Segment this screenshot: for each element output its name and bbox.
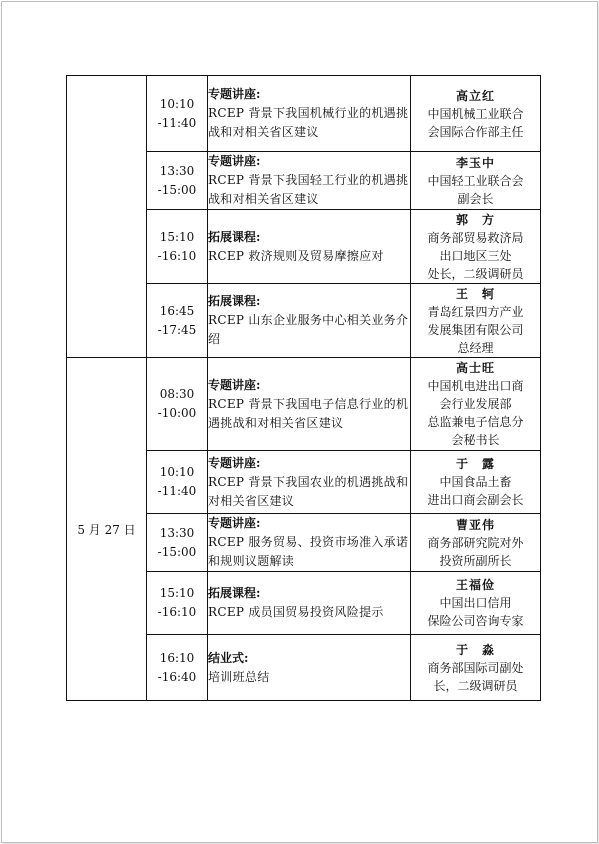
speaker-title-line: 长，二级调研员 (433, 678, 518, 693)
course-cell (208, 451, 411, 514)
time-cell: 13:30 -15:00 (147, 152, 208, 210)
speaker-title-line: 出口地区三处 (439, 248, 512, 263)
course-kind: 专题讲座: (208, 87, 261, 101)
course-cell (208, 152, 411, 210)
course-kind: 结业式: (208, 650, 249, 665)
speaker-cell (411, 284, 541, 358)
speaker-title-line: 发展集团有限公司 (427, 322, 524, 337)
course-cell (208, 358, 411, 451)
course-topic: RCEP 救济规则及贸易摩擦应对 (208, 248, 384, 263)
time-cell: 16:45 -17:45 (147, 284, 208, 358)
table-row (67, 358, 541, 451)
date-cell-day2: 5 月 27 日 (67, 358, 147, 701)
speaker-title-line: 中国食品土畜 (439, 475, 512, 489)
speaker-cell (411, 210, 541, 284)
speaker-title-line: 会国际合作部主任 (427, 124, 524, 139)
speaker-title-line: 中国轻工业联合会 (427, 173, 524, 188)
course-topic: RCEP 背景下我国机械行业的机遇挑战和对相关省区建议 (208, 106, 409, 139)
course-topic: RCEP 成员国贸易投资风险提示 (208, 605, 384, 619)
speaker-name: 郭 方 (455, 212, 495, 227)
speaker-title-line: 总经理 (457, 340, 494, 355)
speaker-title-line: 中国出口信用 (439, 596, 512, 610)
course-cell (208, 284, 411, 358)
speaker-cell (411, 572, 541, 635)
speaker-name: 李玉中 (455, 155, 495, 170)
speaker-title-line: 会行业发展部 (439, 397, 512, 411)
course-topic: RCEP 服务贸易、投资市场准入承诺和规则议题解读 (208, 535, 409, 568)
speaker-name: 王 轲 (455, 286, 495, 301)
speaker-cell (411, 451, 541, 514)
speaker-title-line: 商务部研究院对外 (427, 535, 524, 550)
speaker-title-line: 投资所副所长 (439, 553, 512, 568)
speaker-name: 于 露 (455, 457, 495, 471)
course-cell (208, 635, 411, 701)
course-cell (208, 514, 411, 572)
course-topic: 培训班总结 (208, 669, 270, 684)
speaker-title-line: 青岛红景四方产业 (427, 304, 524, 319)
time-cell: 10:10 -11:40 (147, 76, 208, 152)
date-cell-day1 (67, 76, 147, 358)
course-kind: 拓展课程: (208, 586, 261, 600)
table-row (67, 76, 541, 152)
speaker-title-line: 会秘书长 (451, 433, 500, 447)
time-cell: 13:30 -15:00 (147, 514, 208, 572)
course-kind: 拓展课程: (208, 294, 261, 308)
speaker-name: 高士旺 (455, 361, 495, 375)
time-cell: 15:10 -16:10 (147, 210, 208, 284)
speaker-title-line: 总监兼电子信息分 (427, 415, 524, 429)
speaker-title-line: 处长，二级调研员 (427, 266, 524, 281)
speaker-cell (411, 76, 541, 152)
speaker-title-line: 中国机电进出口商 (427, 379, 524, 393)
speaker-name: 高立红 (455, 88, 495, 103)
speaker-cell (411, 514, 541, 572)
course-topic: RCEP 背景下我国电子信息行业的机遇挑战和对相关省区建议 (208, 396, 409, 430)
course-cell (208, 572, 411, 635)
course-cell (208, 76, 411, 152)
course-kind: 拓展课程: (208, 229, 261, 244)
speaker-name: 曹亚伟 (455, 517, 495, 532)
speaker-cell (411, 358, 541, 451)
course-kind: 专题讲座: (208, 154, 261, 168)
course-kind: 专题讲座: (208, 455, 261, 470)
speaker-cell (411, 635, 541, 701)
time-cell: 10:10 -11:40 (147, 451, 208, 514)
course-topic: RCEP 山东企业服务中心相关业务介绍 (208, 313, 409, 346)
course-kind: 专题讲座: (208, 377, 261, 392)
speaker-title-line: 副会长 (457, 191, 494, 206)
schedule-table (66, 75, 541, 701)
speaker-title-line: 商务部贸易救济局 (427, 230, 524, 245)
time-cell: 15:10 -16:10 (147, 572, 208, 635)
speaker-title-line: 保险公司咨询专家 (427, 614, 524, 628)
speaker-name: 王福俭 (455, 578, 495, 592)
speaker-title-line: 商务部国际司副处 (427, 660, 524, 675)
speaker-name: 于 淼 (455, 642, 495, 657)
time-cell: 08:30 -10:00 (147, 358, 208, 451)
speaker-title-line: 中国机械工业联合 (427, 106, 524, 121)
course-cell (208, 210, 411, 284)
course-topic: RCEP 背景下我国轻工行业的机遇挑战和对相关省区建议 (208, 173, 409, 206)
speaker-title-line: 进出口商会副会长 (427, 493, 524, 507)
speaker-cell (411, 152, 541, 210)
course-topic: RCEP 背景下我国农业的机遇挑战和对相关省区建议 (208, 474, 409, 508)
time-cell: 16:10 -16:40 (147, 635, 208, 701)
course-kind: 专题讲座: (208, 516, 261, 530)
